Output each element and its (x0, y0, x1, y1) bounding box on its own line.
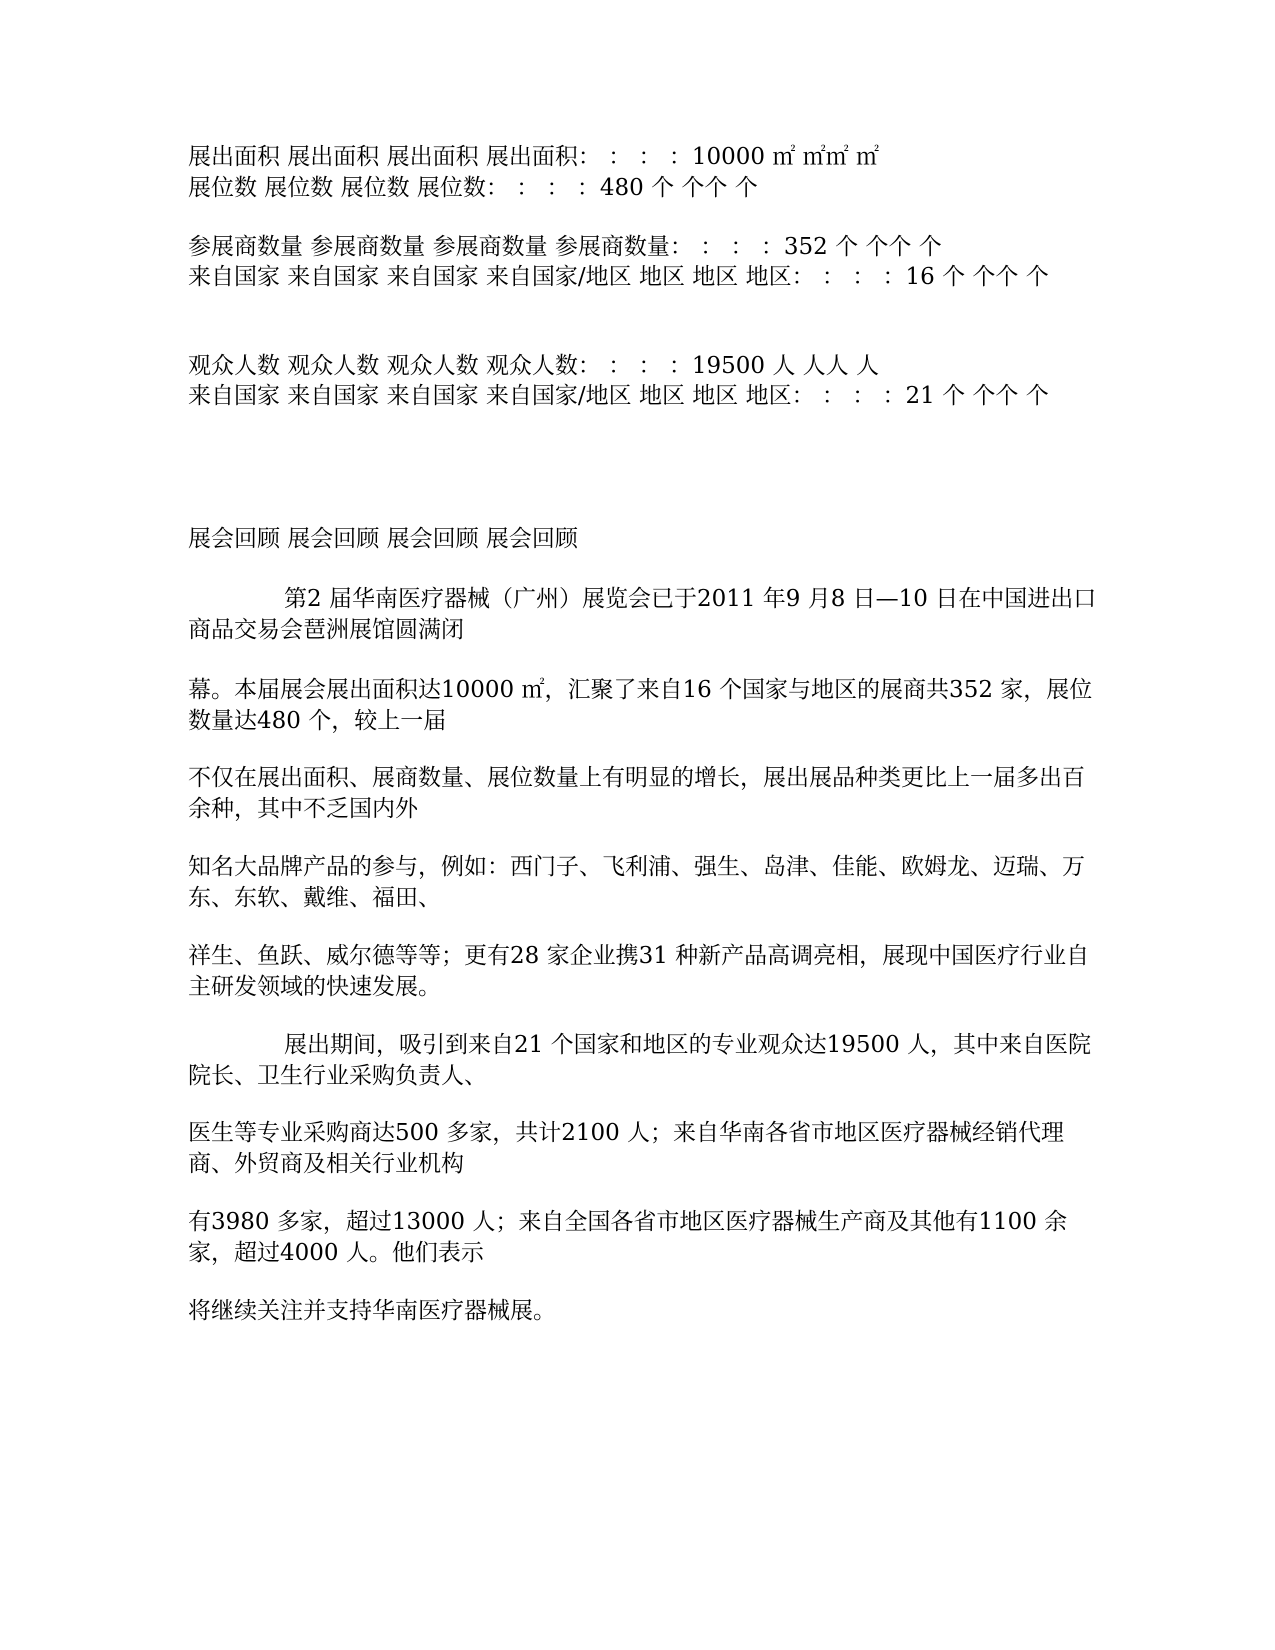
review-paragraph-4: 知名大品牌产品的参与，例如：西门子、飞利浦、强生、岛津、佳能、欧姆龙、迈瑞、万东、东软、戴维、福田、 (188, 854, 1085, 911)
review-paragraph-8: 有3980 多家，超过13000 人；来自全国各省市地区医疗器械生产商及其他有1100 余家，超过4000 人。他们表示 (188, 1209, 1068, 1266)
stat-visitor-countries: 来自国家 来自国家 来自国家 来自国家/地区 地区 地区 地区： ： ： ：21 个 个个 个 (188, 383, 1049, 409)
review-paragraph-3: 不仅在展出面积、展商数量、展位数量上有明显的增长，展出展品种类更比上一届多出百余种，其中不乏国内外 (188, 765, 1085, 822)
stat-visitor-count: 观众人数 观众人数 观众人数 观众人数： ： ： ：19500 人 人人 人 (188, 353, 879, 379)
review-paragraph-9: 将继续关注并支持华南医疗器械展。 (188, 1298, 556, 1324)
stat-exhibitor-count: 参展商数量 参展商数量 参展商数量 参展商数量： ： ： ：352 个 个个 个 (188, 234, 942, 260)
review-paragraph-7: 医生等专业采购商达500 多家，共计2100 人；来自华南各省市地区医疗器械经销代理商、外贸商及相关行业机构 (188, 1120, 1065, 1177)
stat-exhibition-area: 展出面积 展出面积 展出面积 展出面积： ： ： ：10000 ㎡ ㎡㎡ ㎡ (188, 144, 879, 170)
stat-exhibitor-countries: 来自国家 来自国家 来自国家 来自国家/地区 地区 地区 地区： ： ： ：16 个 个个 个 (188, 264, 1049, 290)
review-paragraph-1: 第2 届华南医疗器械（广州）展览会已于2011 年9 月8 日—10 日在中国进出口商品交易会琶洲展馆圆满闭 (188, 586, 1097, 643)
stat-booth-count: 展位数 展位数 展位数 展位数： ： ： ：480 个 个个 个 (188, 175, 758, 201)
review-paragraph-6: 展出期间，吸引到来自21 个国家和地区的专业观众达19500 人，其中来自医院院长、卫生行业采购负责人、 (188, 1032, 1092, 1089)
review-paragraph-5: 祥生、鱼跃、威尔德等等；更有28 家企业携31 种新产品高调亮相，展现中国医疗行业自主研发领域的快速发展。 (188, 943, 1090, 1000)
review-paragraph-2: 幕。本届展会展出面积达10000 ㎡，汇聚了来自16 个国家与地区的展商共352 家，展位数量达480 个，较上一届 (188, 677, 1093, 734)
review-heading: 展会回顾 展会回顾 展会回顾 展会回顾 (188, 526, 578, 552)
